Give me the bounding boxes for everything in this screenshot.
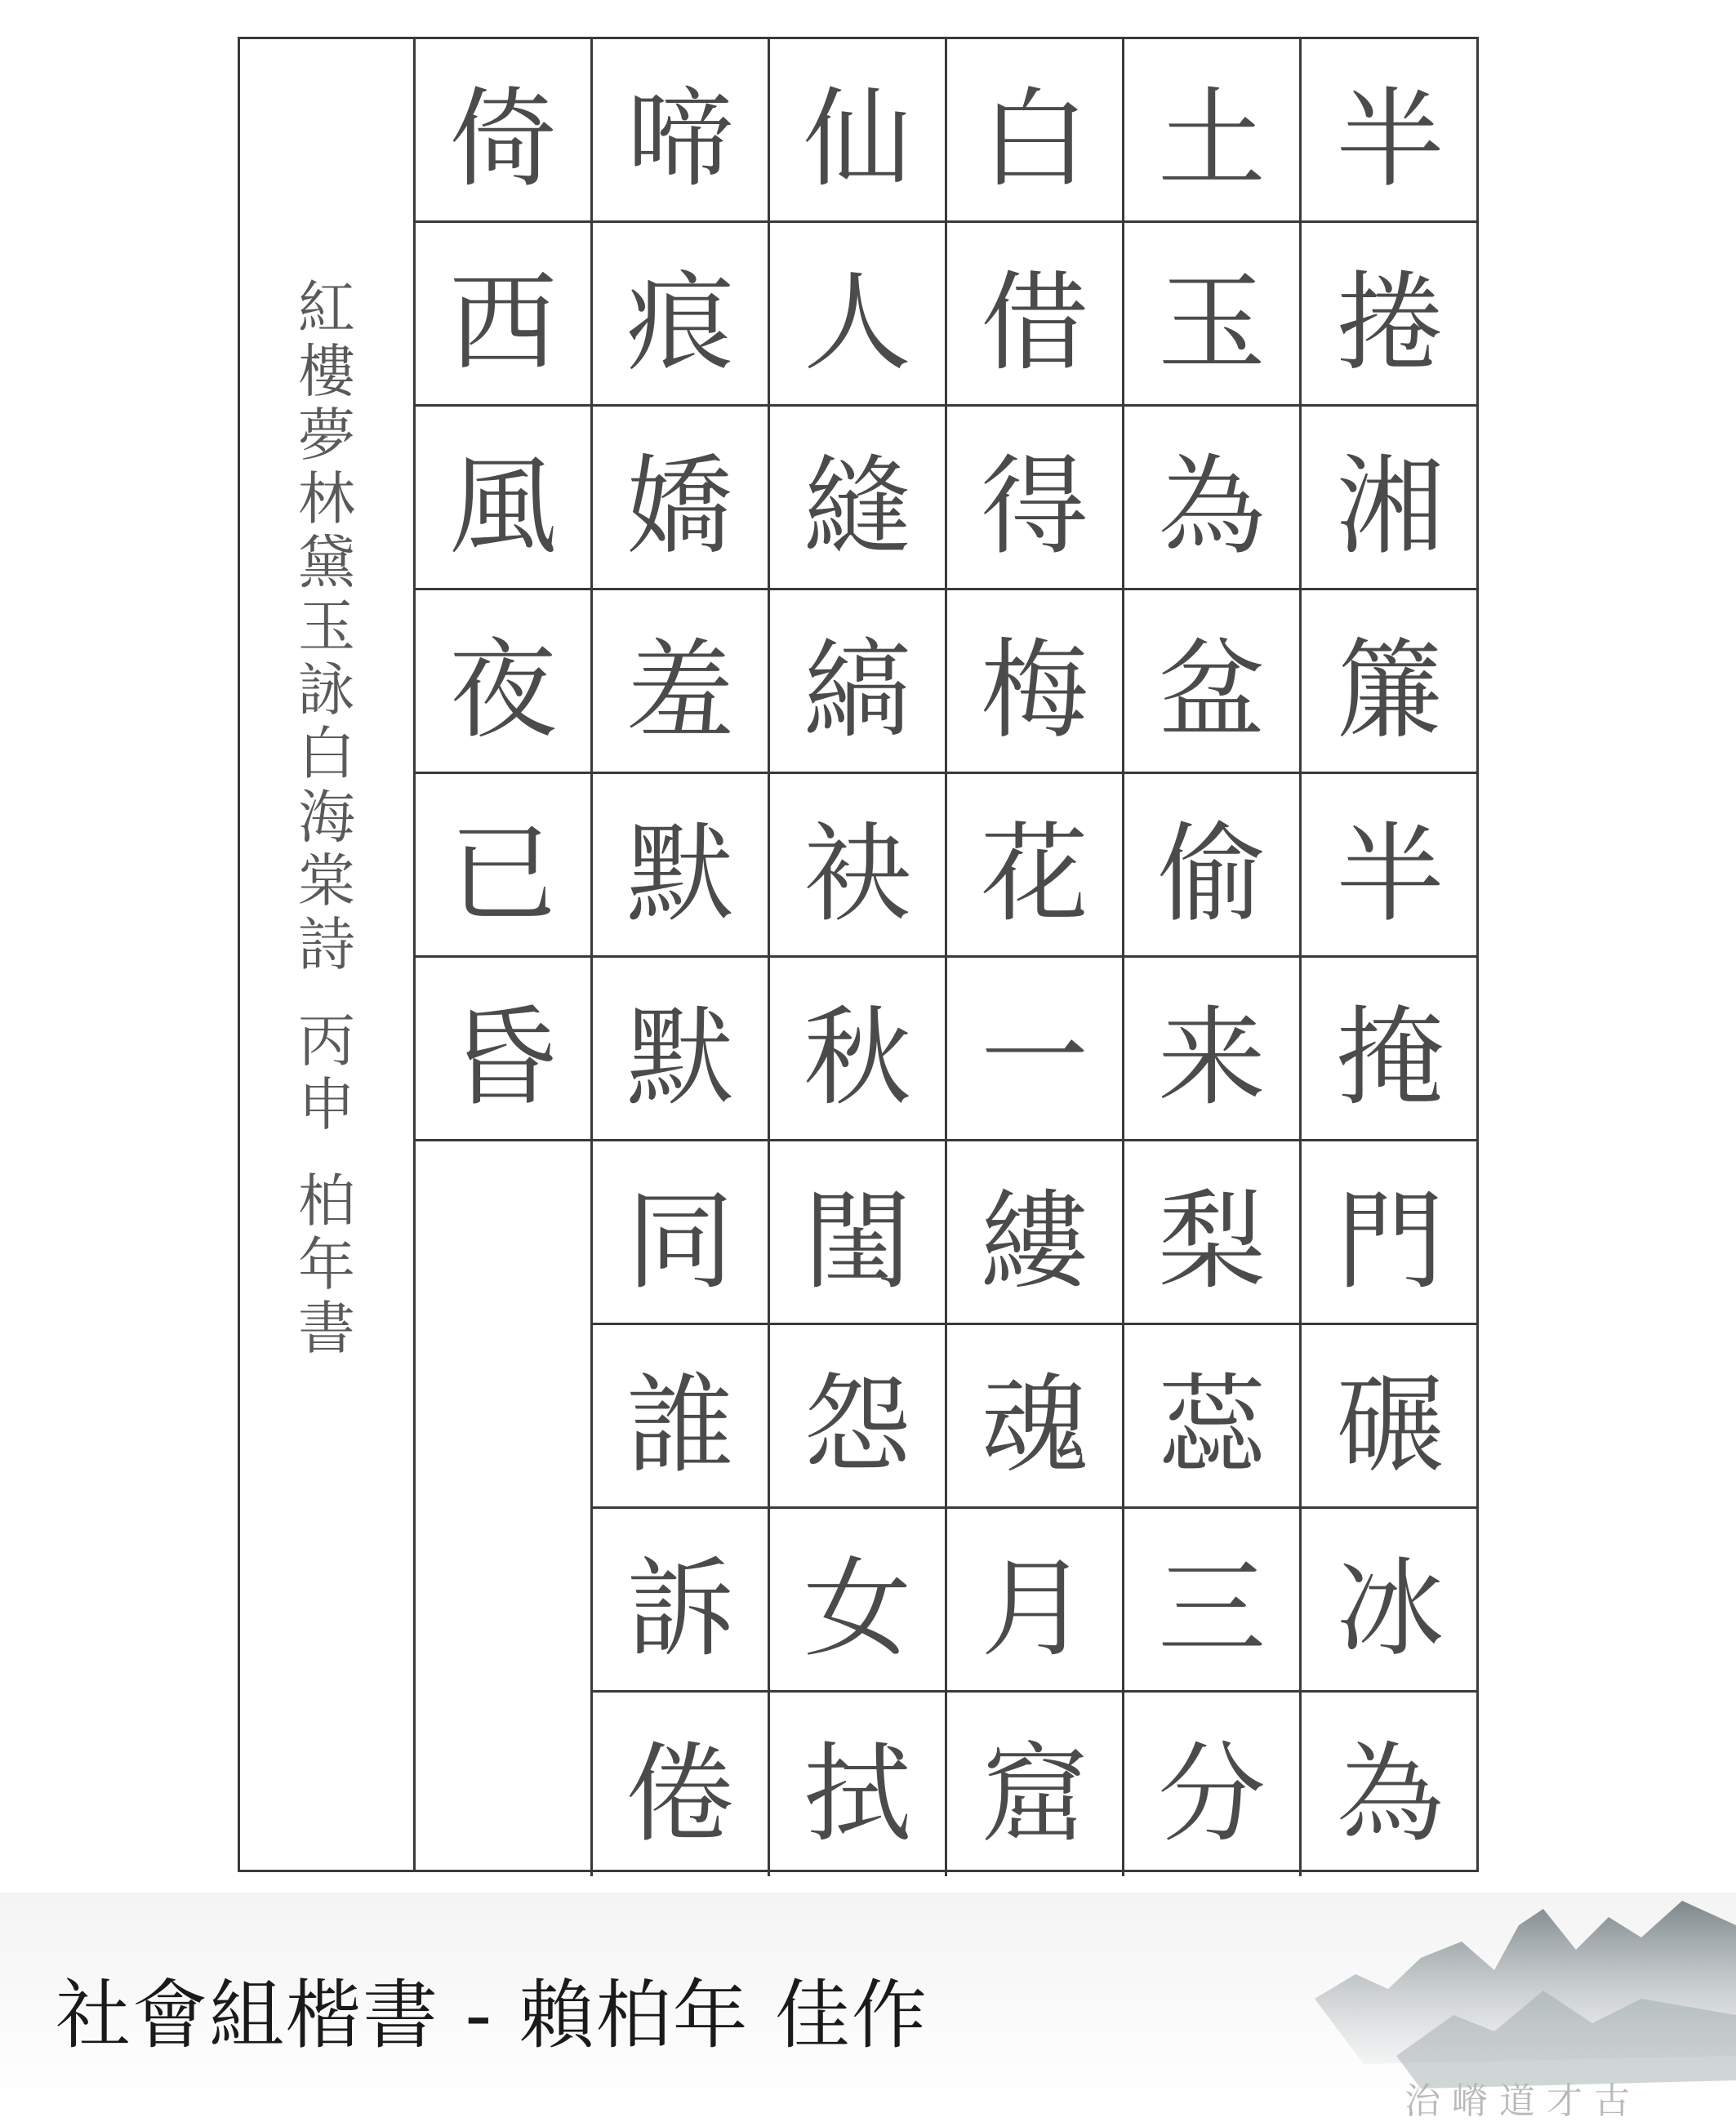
poem-char: 捲 [1302, 223, 1479, 407]
poem-char: 西 [416, 223, 590, 407]
poem-char: 昏 [416, 958, 590, 1141]
poem-char: 秋 [770, 958, 945, 1141]
poem-char: 女 [770, 1509, 945, 1693]
poem-char: 来 [1124, 958, 1299, 1141]
poem-char: 默 [593, 958, 768, 1141]
poem-column-3 [947, 39, 1124, 1876]
poem-char: 月 [947, 1509, 1122, 1693]
poem-char: 冰 [1302, 1509, 1479, 1693]
poem-char: 誰 [593, 1325, 768, 1509]
poem-char: 啼 [593, 39, 768, 223]
poem-char: 縞 [770, 590, 945, 774]
poem-char: 拭 [803, 1731, 911, 1857]
inscription-char: 詠 [298, 656, 355, 723]
signature-char: 年 [298, 1231, 355, 1298]
inscription-char: 夢 [298, 402, 355, 469]
poem-char: 痕 [593, 223, 768, 407]
poem-char: 分 [1158, 1731, 1266, 1857]
poem-char: 袂 [770, 774, 945, 958]
poem-char: 怨 [770, 1325, 945, 1509]
poem-char: 玉 [1124, 223, 1299, 407]
poem-char: 為 [1124, 407, 1299, 590]
poem-char: 風 [416, 407, 590, 590]
poem-char: 默 [593, 774, 768, 958]
poem-char: 倦 [626, 1731, 734, 1857]
inscription-char: 紅 [298, 274, 355, 341]
signature-char: 書 [298, 1295, 355, 1362]
inscription-char: 詩 [298, 911, 355, 978]
poem-char: 已 [416, 774, 590, 958]
poem-char: 縫 [770, 407, 945, 590]
poem-char: 窟 [981, 1731, 1088, 1857]
poem-char: 掩 [1302, 958, 1479, 1141]
poem-char: 三 [1124, 1509, 1299, 1693]
poem-char: 蕊 [1124, 1325, 1299, 1509]
poem-column-4 [770, 39, 947, 1876]
poem-char: 縷 [947, 1141, 1122, 1325]
poem-char: 梅 [947, 590, 1122, 774]
poem-char: 半 [1302, 39, 1479, 223]
poem-char: 夜 [416, 590, 590, 774]
poem-char: 人 [770, 223, 945, 407]
poem-char: 白 [947, 39, 1122, 223]
poem-char: 同 [593, 1141, 768, 1325]
poem-char: 偷 [1124, 774, 1299, 958]
poem-char: 簾 [1302, 590, 1479, 774]
inscription-column [240, 39, 416, 1870]
poem-char: 碾 [1302, 1325, 1479, 1509]
poem-char: 嬌 [593, 407, 768, 590]
poem-column-2 [1124, 39, 1302, 1876]
poem-char: 湘 [1302, 407, 1479, 590]
date-char: 丙 [298, 1008, 355, 1074]
inscription-char: 黛 [298, 529, 355, 596]
inscription-text [240, 276, 413, 1360]
empty-grid-area [416, 1141, 590, 1876]
poem-char: 倚 [416, 39, 590, 223]
caption-text: 社會組楷書 - 賴柏年 佳作 [56, 1972, 928, 2059]
ink-mountain-decoration [1298, 1893, 1736, 2122]
poem-char: 梨 [1124, 1141, 1299, 1325]
inscription-char: 棠 [298, 847, 355, 914]
poem-char: 魂 [947, 1325, 1122, 1509]
svg-text:治 嵴 道 才 古: 治 嵴 道 才 古 [1404, 2080, 1630, 2122]
poem-char: 一 [947, 958, 1122, 1141]
poem-char: 為 [1336, 1731, 1444, 1857]
poem-char: 得 [947, 407, 1122, 590]
poem-char: 羞 [593, 590, 768, 774]
inscription-char: 林 [298, 465, 355, 532]
poem-column-5 [593, 39, 770, 1876]
poem-char: 訴 [593, 1509, 768, 1693]
poem-char: 花 [947, 774, 1122, 958]
calligraphy-sheet [238, 37, 1479, 1872]
poem-char: 借 [947, 223, 1122, 407]
poem-char: 土 [1124, 39, 1299, 223]
inscription-char: 玉 [298, 593, 355, 660]
date-char: 申 [298, 1071, 355, 1138]
signature-char: 柏 [298, 1168, 355, 1234]
poem-char: 門 [1302, 1141, 1479, 1325]
poem-column-1 [1302, 39, 1479, 1876]
inscription-char: 白 [298, 720, 355, 787]
inscription-char: 海 [298, 784, 355, 851]
poem-column-6 [416, 39, 593, 1876]
poem-char: 閨 [770, 1141, 945, 1325]
poem-char: 盆 [1124, 590, 1299, 774]
inscription-char: 樓 [298, 338, 355, 405]
poem-char: 仙 [770, 39, 945, 223]
poem-char: 半 [1302, 774, 1479, 958]
